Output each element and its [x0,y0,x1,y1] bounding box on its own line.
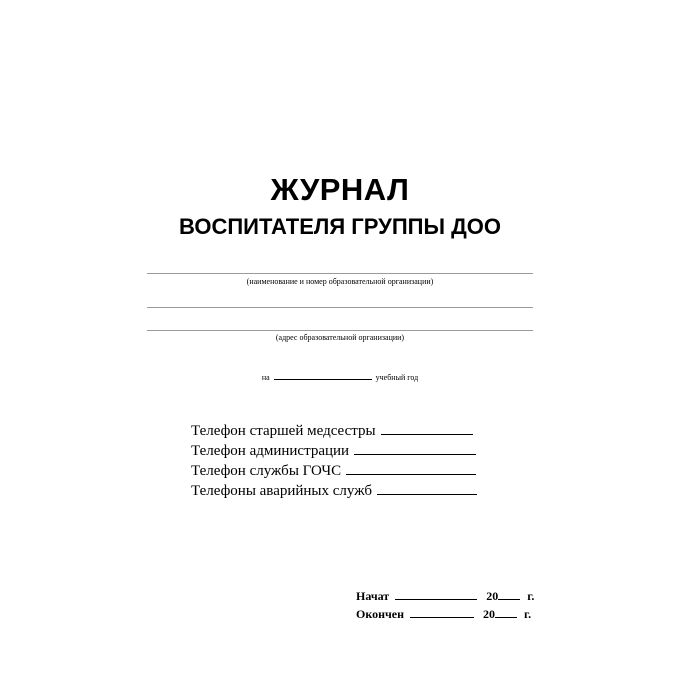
journal-title: ЖУРНАЛ [270,172,410,207]
started-year-blank [498,589,520,600]
started-year-suffix: г. [527,589,535,603]
started-row [356,587,534,605]
finished-label: Окончен [356,607,405,621]
finished-date-blank [410,607,474,618]
org-address-line [147,330,533,331]
started-date-blank [395,589,477,600]
phone-label: Телефон службы ГОЧС [191,463,342,479]
dates-block [356,587,534,623]
phone-blank [381,422,473,435]
journal-subtitle: ВОСПИТАТЕЛЯ ГРУППЫ ДОО [179,214,501,239]
year-prefix: на [261,373,270,382]
phone-label: Телефон администрации [191,443,350,459]
phone-label: Телефон старшей медсестры [191,423,376,439]
phone-blank [354,442,476,455]
finished-row [356,605,534,623]
finished-year-blank [495,607,517,618]
org-address-caption: (адрес образовательной организации) [275,333,405,342]
phone-row-nurse [191,421,477,441]
phone-row-emergency [191,481,477,501]
org-name-line [147,273,533,274]
org-name-line-2 [147,307,533,308]
school-year-blank [274,372,372,380]
phone-row-administration [191,441,477,461]
phone-list [191,421,477,501]
phone-label: Телефоны аварийных служб [191,483,373,499]
org-name-caption: (наименование и номер образовательной организации) [246,277,434,286]
phone-blank [346,462,476,475]
phone-row-gochs [191,461,477,481]
phone-blank [377,482,477,495]
school-year-row [0,372,680,383]
finished-century: 20 [483,607,496,621]
year-suffix: учебный год [375,373,419,382]
started-label: Начат [356,589,390,603]
started-century: 20 [486,589,499,603]
finished-year-suffix: г. [524,607,532,621]
